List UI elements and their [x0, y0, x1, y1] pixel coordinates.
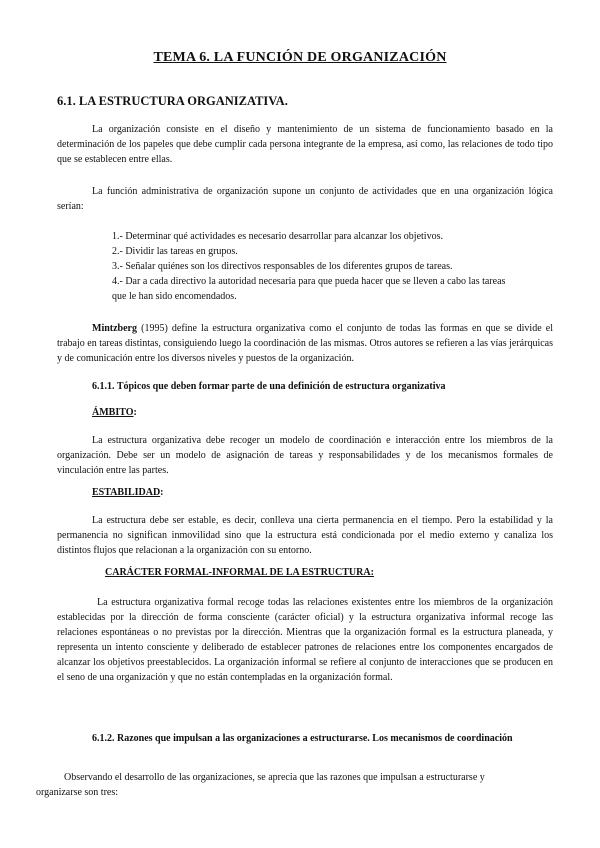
intro-text: La organización consiste en el diseño y mantenimiento de un sistema de funcionamiento basado en la determinación de los papeles que debe cumplir cada persona integrante de la empresa, así como, las relaciones de todo tipo que se establecen entre ellas. — [57, 124, 553, 165]
document-title: TEMA 6. LA FUNCIÓN DE ORGANIZACIÓN — [153, 50, 447, 65]
caracter-text: La estructura organizativa formal recoge todas las relaciones existentes entre los miembros de la organización establecidas por la dirección de forma consciente (carácter oficial) y la estructura organizativa informal recoge las relaciones espontáneas o no previstas por la dirección. Mientras que la organización formal es la estructura planeada, y representa un intento consciente y deliberado de establecer patrones de relaciones entre los componentes encargados de alcanzar los objetivos preestablecidos. La organización informal se refiere al conjunto de interacciones que se producen en el seno de una organización y que no están contempladas en la organización formal. — [57, 597, 553, 683]
list-item: 3.- Señalar quiénes son los directivos responsables de los diferentes grupos de tareas. — [112, 261, 453, 272]
estabilidad-paragraph — [57, 513, 553, 558]
caracter-paragraph — [57, 595, 553, 685]
subsection-heading-6-1-2: 6.1.2. Razones que impulsan a las organizaciones a estructurarse. Los mecanismos de coordinación — [92, 733, 513, 744]
last-paragraph — [36, 770, 506, 800]
estabilidad-heading: ESTABILIDAD: — [92, 487, 164, 498]
list-item: 1.- Determinar qué actividades es necesario desarrollar para alcanzar los objetivos. — [112, 231, 443, 242]
ambito-paragraph — [57, 433, 553, 478]
function-paragraph — [57, 184, 553, 214]
ambito-heading: ÁMBITO: — [92, 407, 137, 418]
subsection-heading-6-1-1: 6.1.1. Tópicos que deben formar parte de una definición de estructura organizativa — [92, 381, 446, 392]
caracter-heading: CARÁCTER FORMAL-INFORMAL DE LA ESTRUCTURA: — [105, 567, 374, 578]
ambito-text: La estructura organizativa debe recoger un modelo de coordinación e interacción entre los miembros de la organización. Debe ser un modelo de asignación de tareas y responsabilidades y de los mecanismos formales de vinculación entre las partes. — [57, 435, 553, 476]
function-text: La función administrativa de organización supone un conjunto de actividades que en una organización lógica serían: — [57, 186, 553, 212]
author-name: Mintzberg — [92, 323, 137, 334]
intro-paragraph — [57, 122, 553, 167]
mintzberg-text: (1995) define la estructura organizativa como el conjunto de todas las formas en que se divide el trabajo en tareas distintas, consiguiendo luego la coordinación de las mismas. Otros autores se refieren a las vías jerárquicas y de comunicación entre los diversos niveles y puestos de la organización. — [57, 323, 553, 364]
activities-list — [112, 229, 522, 304]
estabilidad-text: La estructura debe ser estable, es decir, conlleva una cierta permanencia en el tiempo. Pero la estabilidad y la permanencia no significan inmovilidad sino que la estructura está condicionada por el medio externo y canaliza los distintos flujos que relacionan a la organización con su entorno. — [57, 515, 553, 556]
last-text: Observando el desarrollo de las organizaciones, se aprecia que las razones que impulsan a estructurarse y organizarse son tres: — [36, 772, 485, 798]
list-item: 2.- Dividir las tareas en grupos. — [112, 246, 238, 257]
list-item: 4.- Dar a cada directivo la autoridad necesaria para que pueda hacer que se lleven a cabo las tareas que le han sido encomendados. — [112, 276, 506, 302]
section-heading: 6.1. LA ESTRUCTURA ORGANIZATIVA. — [57, 94, 288, 108]
mintzberg-paragraph — [57, 321, 553, 366]
